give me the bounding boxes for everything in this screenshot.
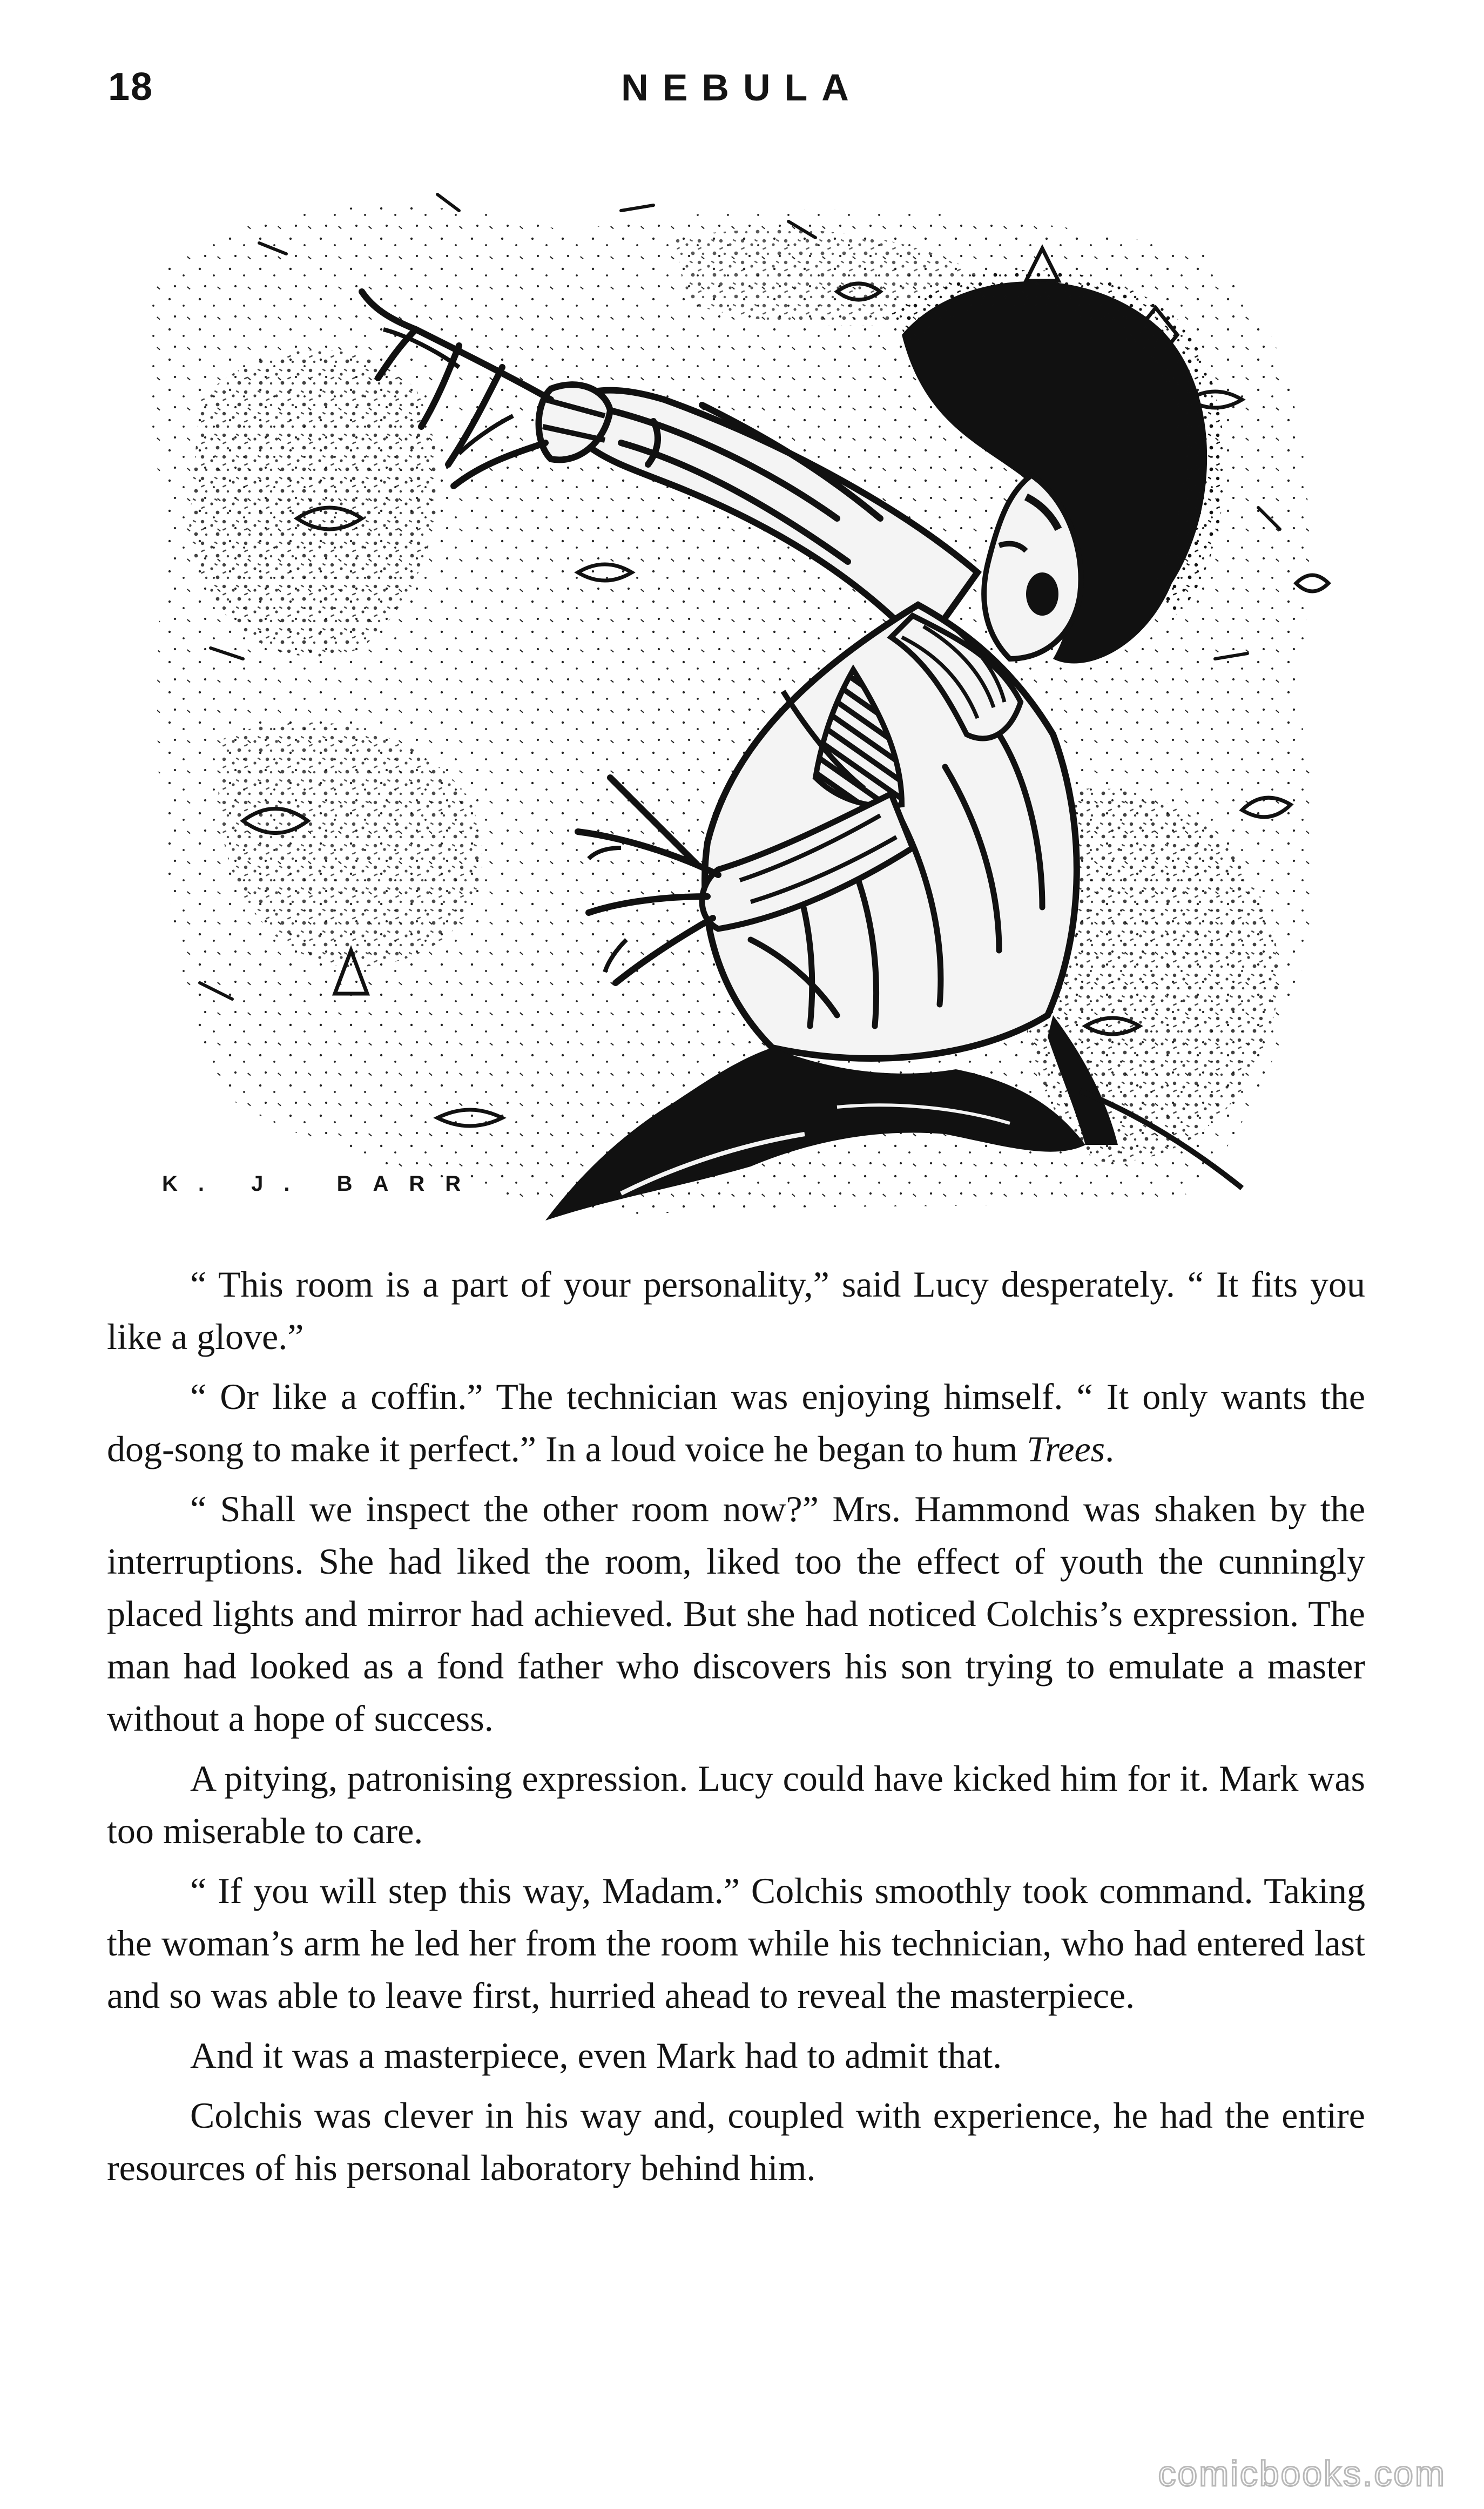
text-run: “ Or like a coffin.” The technician was enjoying himself. “ It only wants the dog-song to make it perfect.” In a loud voice he began to hum bbox=[107, 1376, 1365, 1469]
paragraph bbox=[107, 1865, 1365, 2022]
text-run: . bbox=[1105, 1428, 1115, 1469]
paragraph bbox=[107, 1371, 1365, 1475]
page-number: 18 bbox=[108, 65, 154, 109]
paragraph bbox=[107, 2089, 1365, 2194]
text-run: “ If you will step this way, Madam.” Colchis smoothly took command. Taking the woman’s arm he led her from the room while his technician, who had entered last and so was able to leave first, hurried ahead to reveal the masterpiece. bbox=[107, 1870, 1365, 2016]
text-run: “ This room is a part of your personality,” said Lucy desperately. “ It fits you like a glove.” bbox=[107, 1264, 1365, 1357]
magazine-title: NEBULA bbox=[621, 66, 863, 109]
text-run: Colchis was clever in his way and, coupled with experience, he had the entire resources of his personal laboratory behind him. bbox=[107, 2095, 1365, 2188]
source-watermark: comicbooks.com bbox=[1158, 2453, 1446, 2493]
story-text bbox=[107, 1258, 1365, 2202]
paragraph bbox=[107, 1752, 1365, 1857]
text-run: And it was a masterpiece, even Mark had to admit that. bbox=[190, 2035, 1002, 2076]
text-run: “ Shall we inspect the other room now?” Mrs. Hammond was shaken by the interruptions. She had liked the room, liked too the effect of youth the cunningly placed lights and mirror had achieved. But she had noticed Colchis’s expression. The man had looked as a fond father who discovers his son trying to emulate a master without a hope of success. bbox=[107, 1488, 1365, 1739]
paragraph bbox=[107, 1483, 1365, 1745]
paragraph bbox=[107, 2029, 1365, 2082]
song-title: Trees bbox=[1027, 1428, 1105, 1469]
artist-signature: K. J. BARR bbox=[162, 1172, 482, 1196]
text-run: A pitying, patronising expression. Lucy could have kicked him for it. Mark was too miserable to care. bbox=[107, 1758, 1365, 1851]
paragraph bbox=[107, 1258, 1365, 1363]
story-illustration bbox=[135, 173, 1350, 1226]
